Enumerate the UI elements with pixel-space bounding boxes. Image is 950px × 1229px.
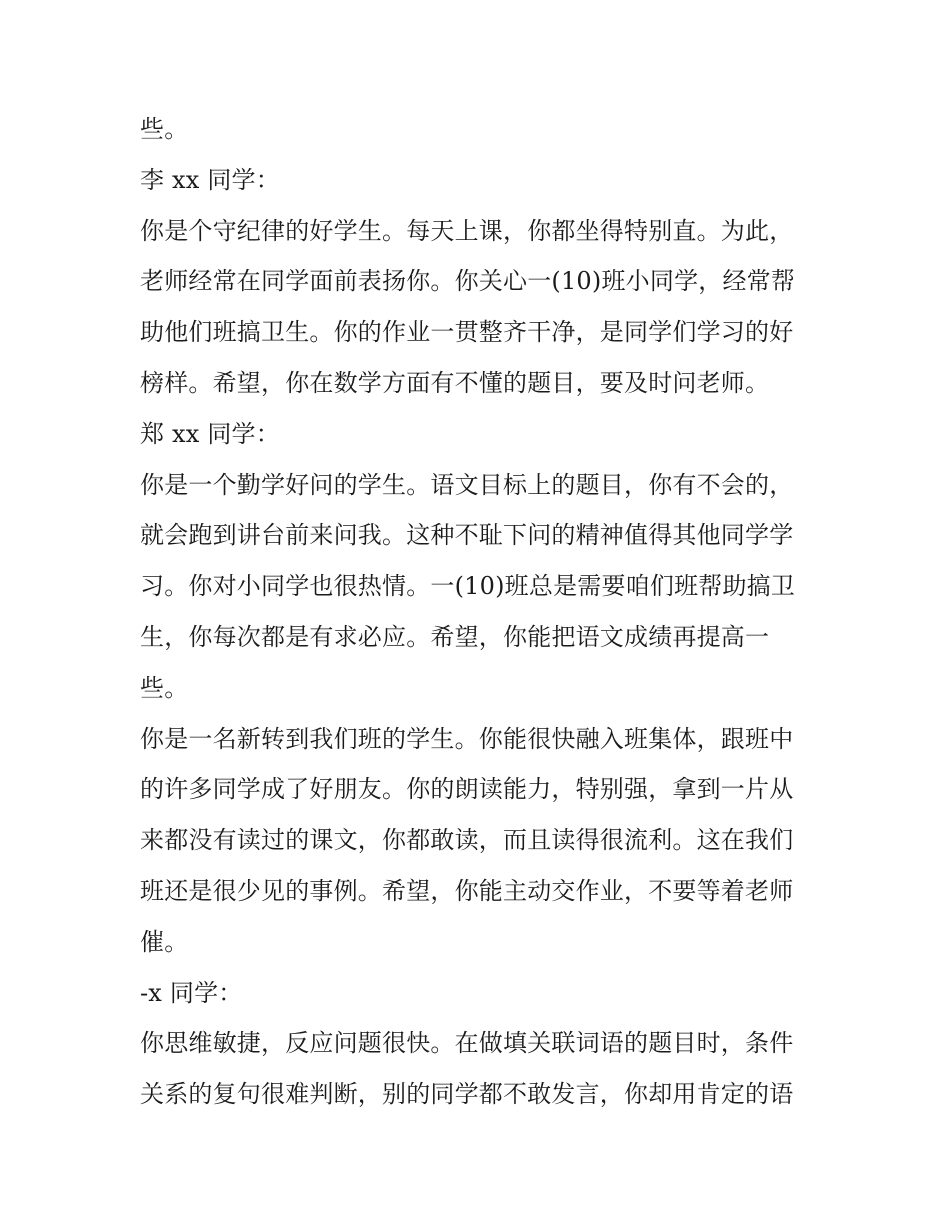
student-heading-x: -x 同学： <box>140 978 243 1007</box>
text-line: 你是一个勤学好问的学生。语文目标上的题目，你有不会的， <box>140 470 794 499</box>
text-line: 习。你对小同学也很热情。一(10)班总是需要咱们班帮助搞卫 <box>140 572 796 601</box>
student-heading-li: 李 xx 同学： <box>140 165 280 194</box>
text-line: 就会跑到讲台前来问我。这种不耻下问的精神值得其他同学学 <box>140 521 794 550</box>
text-line: 的许多同学成了好朋友。你的朗读能力，特别强，拿到一片从 <box>140 775 794 804</box>
text-line: 老师经常在同学面前表扬你。你关心一(10)班小同学，经常帮 <box>140 267 796 296</box>
student-heading-zheng: 郑 xx 同学： <box>140 419 280 448</box>
text-line: 催。 <box>140 927 189 956</box>
text-line: 些。 <box>140 673 189 702</box>
text-line: 你是个守纪律的好学生。每天上课，你都坐得特别直。为此， <box>140 216 794 245</box>
text-line: 助他们班搞卫生。你的作业一贯整齐干净，是同学们学习的好 <box>140 318 794 347</box>
text-line: 榜样。希望，你在数学方面有不懂的题目，要及时问老师。 <box>140 368 770 397</box>
text-line: 你思维敏捷，反应问题很快。在做填关联词语的题目时，条件 <box>140 1029 794 1058</box>
text-line: 关系的复句很难判断，别的同学都不敢发言，你却用肯定的语 <box>140 1080 794 1109</box>
text-line: 你是一名新转到我们班的学生。你能很快融入班集体，跟班中 <box>140 724 794 753</box>
document-body <box>140 104 820 1120</box>
text-line: 生，你每次都是有求必应。希望，你能把语文成绩再提高一 <box>140 622 770 651</box>
text-line: 班还是很少见的事例。希望，你能主动交作业，不要等着老师 <box>140 876 794 905</box>
text-line: 些。 <box>140 115 189 143</box>
text-line: 来都没有读过的课文，你都敢读，而且读得很流利。这在我们 <box>140 826 794 855</box>
